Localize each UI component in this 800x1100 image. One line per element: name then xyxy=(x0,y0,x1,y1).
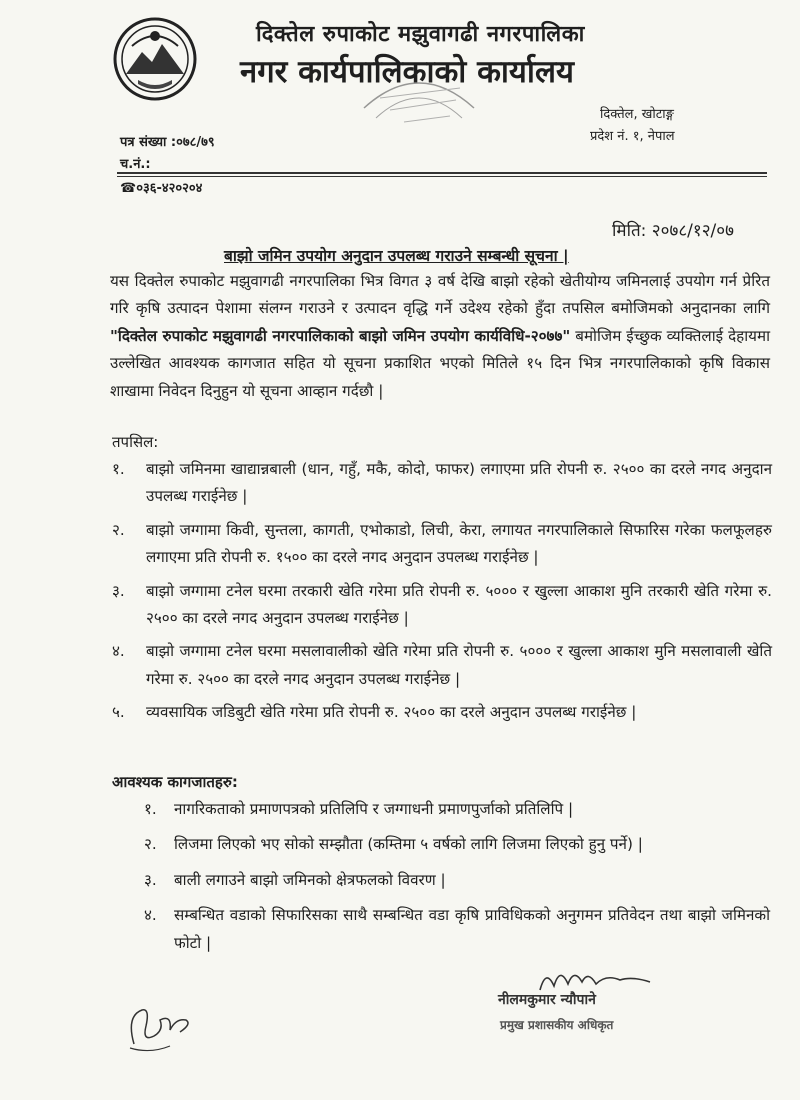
list-item xyxy=(144,831,770,858)
list-item xyxy=(144,796,770,823)
list-item-number: ३. xyxy=(144,870,157,889)
list-item xyxy=(112,638,772,693)
intro-text-start: यस दिक्तेल रुपाकोट मझुवागढी नगरपालिका भित्र विगत ३ वर्ष देखि बाझो रहेको खेतीयोग्य जमिनलाई उपयोग गर्न प्रेरित गरि कृषि उत्पादन पेशामा संलग्न गराउने र उत्पादन वृद्धि गर्ने उदेश्य रहेको हुँदा तपसिल बमोजिमको अनुदानका लागि xyxy=(110,272,770,318)
list-item xyxy=(144,902,770,957)
list-item-text: बाझो जग्गामा टनेल घरमा मसलावालीको खेति गरेमा प्रति रोपनी रु. ५००० र खुल्ला आकाश मुनि मसलावाली खेति गरेमा रु. २५०० का दरले नगद अनुदान उपलब्ध गराईनेछ | xyxy=(146,642,772,688)
office-name: नगर कार्यपालिकाको कार्यालय xyxy=(240,54,574,90)
list-item-text: व्यवसायिक जडिबुटी खेति गरेमा प्रति रोपनी रु. २५०० का दरले अनुदान उपलब्ध गराईनेछ | xyxy=(146,703,637,722)
header-divider-thin xyxy=(117,176,767,177)
list-item-text: बाली लगाउने बाझो जमिनको क्षेत्रफलको विवरण | xyxy=(174,870,446,889)
documents-list xyxy=(144,796,770,965)
list-item xyxy=(112,578,772,633)
government-emblem-icon xyxy=(112,16,198,102)
list-item-number: ५. xyxy=(112,703,125,722)
letter-number: पत्र संख्या :०७८/७९ xyxy=(120,135,215,150)
details-label: तपसिल: xyxy=(112,433,159,451)
list-item-text: बाझो जग्गामा किवी, सुन्तला, कागती, एभोकाडो, लिची, केरा, लगायत नगरपालिकाले सिफारिस गरेका फलफूलहरु लगाएमा प्रति रोपनी रु. १५०० का दरले नगद अनुदान उपलब्ध गराईनेछ | xyxy=(146,520,772,567)
required-documents-label: आवश्यक कागजातहरु: xyxy=(112,773,238,791)
list-item xyxy=(112,517,772,572)
list-item-number: ३. xyxy=(112,581,125,600)
list-item-number: १. xyxy=(112,460,125,478)
initials-signature-icon xyxy=(120,996,200,1056)
list-item-text: लिजमा लिएको भए सोको सम्झौता (कम्तिमा ५ वर्षको लागि लिजमा लिएको हुनु पर्ने) | xyxy=(174,835,643,854)
provisions-list xyxy=(112,456,772,733)
municipality-name: दिक्तेल रुपाकोट मझुवागढी नगरपालिका xyxy=(256,22,585,47)
list-item-text: सम्बन्धित वडाको सिफारिसका साथै सम्बन्धित वडा कृषि प्राविधिकको अनुगमन प्रतिवेदन तथा बाझो जमिनको फोटो | xyxy=(174,906,770,952)
address-province: प्रदेश नं. १, नेपाल xyxy=(590,129,675,144)
list-item xyxy=(144,867,770,894)
list-item xyxy=(112,699,772,726)
address-district: दिक्तेल, खोटाङ्ग xyxy=(600,107,674,122)
signatory-name: नीलमकुमार न्यौपाने xyxy=(498,992,596,1008)
notice-date: मिति: २०७८/१२/०७ xyxy=(612,221,734,241)
intro-paragraph xyxy=(110,268,770,405)
list-item-number: ४. xyxy=(144,906,157,925)
list-item-number: २. xyxy=(112,520,125,539)
dispatch-number: च.नं.: xyxy=(120,157,151,172)
list-item-number: ४. xyxy=(112,642,125,661)
list-item-text: बाझो जमिनमा खाद्यान्नबाली (धान, गहुँ, मकै, कोदो, फाफर) लगाएमा प्रति रोपनी रु. २५०० का दरले नगद अनुदान उपलब्ध गराईनेछ | xyxy=(146,460,772,506)
phone-number: ☎०३६-४२०२०४ xyxy=(120,181,203,196)
list-item-text: नागरिकताको प्रमाणपत्रको प्रतिलिपि र जग्गाधनी प्रमाणपुर्जाको प्रतिलिपि | xyxy=(174,800,574,818)
list-item-text: बाझो जग्गामा टनेल घरमा तरकारी खेति गरेमा प्रति रोपनी रु. ५००० र खुल्ला आकाश मुनि तरकारी खेति गरेमा रु. २५०० का दरले नगद अनुदान उपलब्ध गराईनेछ | xyxy=(146,581,772,628)
list-item-number: १. xyxy=(144,800,157,818)
list-item xyxy=(112,456,772,511)
list-item-number: २. xyxy=(144,835,157,854)
header-divider xyxy=(117,172,767,174)
notice-subject: बाझो जमिन उपयोग अनुदान उपलब्ध गराउने सम्बन्धी सूचना | xyxy=(224,247,569,265)
intro-text-end: बमोजिम ईच्छुक व्यक्तिलाई देहायमा उल्लेखित आवश्यक कागजात सहित यो सूचना प्रकाशित भएको मितिले १५ दिन भित्र नगरपालिकाको कृषि विकास शाखामा निवेदन दिनुहुन यो सूचना आव्हान गर्दछौ | xyxy=(110,326,771,400)
office-stamp-icon xyxy=(360,68,478,134)
signatory-title: प्रमुख प्रशासकीय अधिकृत xyxy=(500,1018,614,1032)
intro-procedure-name: "दिक्तेल रुपाकोट मझुवागढी नगरपालिकाको बाझो जमिन उपयोग कार्यविधि-२०७७" xyxy=(110,326,571,345)
